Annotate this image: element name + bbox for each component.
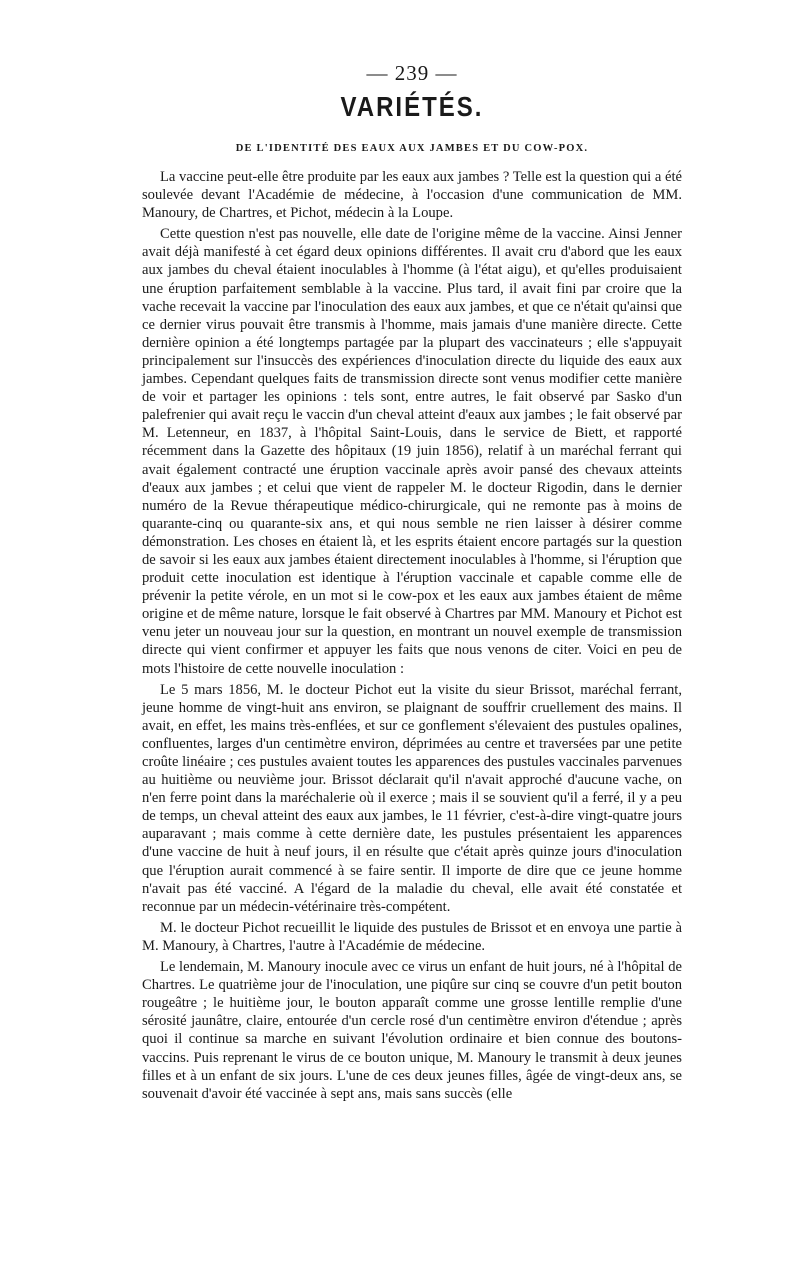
page-number: — 239 — — [366, 61, 458, 85]
paragraph-1: La vaccine peut-elle être produite par les eaux aux jambes ? Telle est la question qui a été soulevée devant l'Académie de médecine, à l'occasion d'une communication de MM. Manoury, de Chartres, et Pichot, médecin à la Loupe. — [142, 169, 682, 222]
paragraph-4: M. le docteur Pichot recueillit le liquide des pustules de Brissot et en envoya une partie à M. Manoury, à Chartres, l'autre à l'Académie de médecine. — [142, 919, 682, 954]
paragraph-5: Le lendemain, M. Manoury inocule avec ce virus un enfant de huit jours, né à l'hôpital de Chartres. Le quatrième jour de l'inoculation, une piqûre sur cinq se couvre d'un petit bouton rougeâtre ; le huitième jour, le bouton apparaît comme une grosse lentille remplie d'une sérosité jaunâtre, claire, entourée d'un cercle rosé d'un centimètre environ d'étendue ; après quoi il continue sa marche en suivant l'évolution ordinaire et bien connue des boutons-vaccins. Puis reprenant le virus de ce bouton unique, M. Manoury le transmit à deux jeunes filles et à un enfant de six jours. L'une de ces deux jeunes filles, âgée de vingt-deux ans, se souvenait d'avoir été vaccinée à sept ans, mais sans succès (elle — [142, 959, 682, 1102]
article-title: DE L'IDENTITÉ DES EAUX AUX JAMBES ET DU COW-POX. — [235, 143, 589, 154]
book-page — [142, 60, 682, 1106]
section-title: VARIÉTÉS. — [340, 91, 484, 123]
paragraph-2: Cette question n'est pas nouvelle, elle date de l'origine même de la vaccine. Ainsi Jenner avait déjà manifesté à cet égard deux opinions différentes. Il avait cru d'abord que les eaux aux jambes du cheval étaient inoculables à l'homme (à l'état aigu), et qu'elles produisaient une éruption parfaitement semblable à la vaccine. Plus tard, il avait fini par croire que la vache recevait la vaccine par l'inoculation des eaux aux jambes, et que ce n'était qu'ainsi que ce dernier virus pouvait être transmis à l'homme, mais jamais d'une manière directe. Cette dernière opinion a été longtemps partagée par la plupart des vaccinateurs ; elle s'appuyait principalement sur l'insuccès des expériences d'inoculation directe du liquide des eaux aux jambes. Cependant quelques faits de transmission directe sont venus modifier cette manière de voir et partager les opinions : tels sont, entre autres, le fait observé par Sasko d'un palefrenier qui avait reçu le vaccin d'un cheval atteint d'eaux aux jambes ; le fait observé par M. Letenneur, en 1837, à l'hôpital Saint-Louis, dans le service de Biett, et rapporté récemment dans la Gazette des hôpitaux (19 juin 1856), relatif à un maréchal ferrant qui avait également contracté une éruption vaccinale après avoir pansé des chevaux atteints d'eaux aux jambes ; et celui que vient de rappeler M. le docteur Rigodin, dans le dernier numéro de la Revue thérapeutique médico-chirurgicale, qui ne remonte pas à moins de quarante-cinq ou quarante-six ans, et qui nous semble ne rien laisser à désirer comme démonstration. Les choses en étaient là, et les esprits étaient encore partagés sur la question de savoir si les eaux aux jambes étaient directement inoculables à l'homme, si l'éruption que produit cette inoculation est identique à l'éruption vaccinale et capable comme elle de prévenir la petite vérole, en un mot si le cow-pox et les eaux aux jambes étaient de même origine et de même nature, lorsque le fait observé à Chartres par MM. Manoury et Pichot est venu jeter un nouveau jour sur la question, en montrant un nouvel exemple de transmission directe qui vient confirmer et appuyer les faits que nous venons de citer. Voici en peu de mots l'histoire de cette nouvelle inoculation : — [142, 226, 682, 677]
paragraph-3: Le 5 mars 1856, M. le docteur Pichot eut la visite du sieur Brissot, maréchal ferrant, jeune homme de vingt-huit ans environ, se plaignant de souffrir cruellement des mains. Il avait, en effet, les mains très-enflées, et sur ce gonflement s'élevaient des pustules opalines, confluentes, larges d'un centimètre environ, déprimées au centre et traversées par une petite croûte linéaire ; ces pustules avaient toutes les apparences des pustules vaccinales parvenues au huitième ou neuvième jour. Brissot déclarait qu'il n'avait approché d'aucune vache, on n'en ferre point dans la maréchalerie où il exerce ; mais il se souvient qu'il a ferré, il y a peu de temps, un cheval atteint des eaux aux jambes, le 11 février, c'est-à-dire vingt-quatre jours auparavant ; mais comme à cette dernière date, les pustules présentaient les apparences d'une vaccine de huit à neuf jours, il en résulte que c'était après quinze jours d'inoculation que l'éruption aurait commencé à se faire sentir. Il importe de dire que ce jeune homme n'avait pas été vacciné. A l'égard de la maladie du cheval, elle avait été constatée et reconnue par un médecin-vétérinaire très-compétent. — [142, 681, 682, 915]
